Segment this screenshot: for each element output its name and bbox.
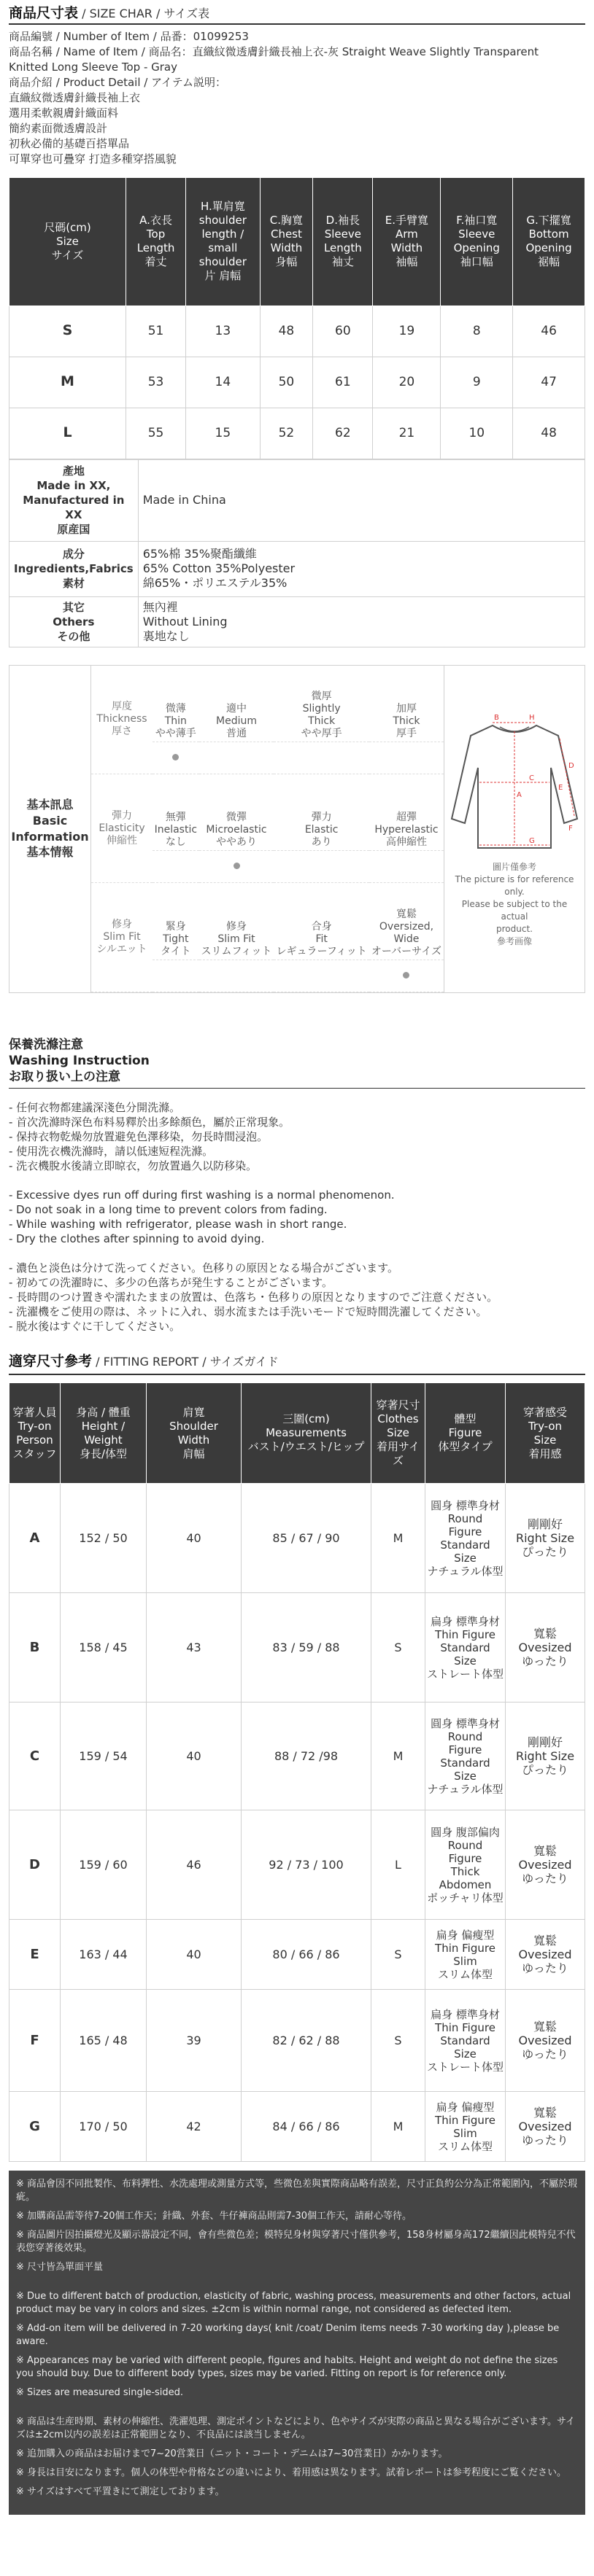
product-info-line: 簡約素面微透膚設計: [9, 121, 108, 135]
person-id: D: [9, 1810, 61, 1920]
attribute-label: 厚度 Thickness 厚さ: [91, 666, 153, 774]
washing-line: - 洗濯機をご使用の際は、ネットに入れ、弱水流または手洗いモードで短時間洗濯してください。: [9, 1304, 487, 1318]
fitting-cell: 43: [147, 1593, 242, 1703]
diagram-letter: G: [529, 837, 535, 846]
selected-dot-icon: [403, 972, 409, 978]
washing-title-jp: お取り扱い上の注意: [9, 1069, 120, 1084]
size-value: 19: [373, 306, 441, 357]
fitting-cell: L: [371, 1810, 425, 1920]
washing-line: - 脱水後はすぐに干してください。: [9, 1319, 181, 1333]
person-id: E: [9, 1920, 61, 1990]
person-id: C: [9, 1703, 61, 1810]
size-value: 46: [513, 306, 585, 357]
diagram-letter: B: [494, 714, 499, 723]
attribute-marker: [369, 742, 444, 774]
product-meta-table: [9, 459, 585, 647]
washing-line: - While washing with refrigerator, please wash in short range.: [9, 1217, 347, 1231]
person-id: B: [9, 1593, 61, 1703]
size-label: L: [9, 408, 126, 459]
washing-title-zh: 保養洗滌注意: [9, 1037, 83, 1052]
attribute-label: 修身 Slim Fit シルエット: [91, 883, 153, 992]
product-info: [0, 29, 594, 167]
fitting-cell: 40: [147, 1920, 242, 1990]
attribute-option: 緊身 Tight タイト: [153, 883, 199, 960]
attribute-marker: [153, 742, 199, 774]
fitting-cell: 163 / 44: [61, 1920, 147, 1990]
attribute-option: 超彈 Hyperelastic 高伸縮性: [369, 774, 444, 851]
meta-label: 產地 Made in XX, Manufactured in XX 原産国: [9, 459, 139, 541]
size-value: 51: [126, 306, 186, 357]
person-id: A: [9, 1484, 61, 1593]
fitting-cell: M: [371, 2092, 425, 2162]
fitting-title: 適穿尺寸參考: [9, 1353, 93, 1369]
fitting-cell: 扁身 標準身材 Thin Figure Standard Size ストレート体型: [425, 1593, 506, 1703]
attribute-marker: [153, 851, 199, 883]
divider: [9, 1088, 585, 1089]
washing-line: - Excessive dyes run off during first washing is a normal phenomenon.: [9, 1188, 395, 1202]
washing-line: - 保持衣物乾燥勿放置避免色澤移染，勿長時間浸泡。: [9, 1129, 269, 1143]
attribute-option: 彈力 Elastic あり: [274, 774, 369, 851]
attribute-option: 微薄 Thin やや薄手: [153, 666, 199, 742]
attribute-row: [91, 774, 444, 851]
diagram-letter: C: [529, 774, 534, 783]
diagram-letter: E: [558, 784, 563, 793]
person-id: G: [9, 2092, 61, 2162]
size-header-cell: E.手臂寬 Arm Width 袖幅: [373, 177, 441, 306]
size-value: 14: [186, 357, 260, 408]
fitting-cell: 88 / 72 /98: [242, 1703, 371, 1810]
product-info-line: Knitted Long Sleeve Top - Gray: [9, 60, 177, 74]
spacer: [9, 1173, 585, 1188]
size-value: 53: [126, 357, 186, 408]
washing-line: - 首次洗滌時深色布料易釋於出多餘顏色，屬於正常現象。: [9, 1115, 290, 1129]
attribute-row: [91, 883, 444, 960]
fitting-cell: 82 / 62 / 88: [242, 1990, 371, 2092]
size-value: 48: [260, 306, 313, 357]
fitting-cell: 寬鬆 Ovesized ゆったり: [506, 1920, 585, 1990]
fitting-cell: 寬鬆 Ovesized ゆったり: [506, 2092, 585, 2162]
divider: [9, 23, 585, 25]
diagram-letter: F: [568, 825, 573, 833]
fitting-cell: 46: [147, 1810, 242, 1920]
size-header-cell: H.單肩寬 shoulder length / small shoulder 片 肩幅: [186, 177, 260, 306]
meta-row-origin: [9, 459, 585, 541]
washing-line: - Do not soak in a long time to prevent colors from fading.: [9, 1202, 328, 1216]
fitting-row: [9, 1810, 585, 1920]
attribute-marker: [369, 851, 444, 883]
fitting-cell: 剛剛好 Right Size ぴったり: [506, 1484, 585, 1593]
fitting-cell: 92 / 73 / 100: [242, 1810, 371, 1920]
fitting-cell: 圓身 標準身材 Round Figure Standard Size ナチュラル体型: [425, 1484, 506, 1593]
sweater-diagram-icon: [449, 709, 580, 855]
note-line: ※ 身長は目安になります。個人の体型や骨格などの違いにより、着用感は異なります。試着レポートは参考程度にご覧ください。: [16, 2467, 566, 2479]
attribute-row: [91, 666, 444, 742]
product-info-line: 初秋必備的基礎百搭單品: [9, 136, 130, 150]
washing-instruction: [9, 1037, 585, 1334]
spacer: [9, 1246, 585, 1261]
fitting-cell: S: [371, 1593, 425, 1703]
fitting-cell: 扁身 標準身材 Thin Figure Standard Size ストレート体型: [425, 1990, 506, 2092]
fitting-cell: S: [371, 1920, 425, 1990]
attribute-marker: [274, 742, 369, 774]
fitting-row: [9, 1593, 585, 1703]
fitting-table-header: [9, 1383, 585, 1484]
size-value: 48: [513, 408, 585, 459]
basic-info-label: 基本訊息 Basic Information 基本情報: [9, 666, 91, 992]
attribute-option: 合身 Fit レギュラーフィット: [274, 883, 369, 960]
fitting-cell: 剛剛好 Right Size ぴったり: [506, 1703, 585, 1810]
washing-line: - 使用洗衣機洗滌時，請以低速短程洗滌。: [9, 1144, 214, 1158]
size-header-cell: G.下擺寬 Bottom Opening 裾幅: [513, 177, 585, 306]
product-info-line: 商品介紹 / Product Detail / アイテム説明：: [9, 75, 226, 89]
fit-header-cell: 穿著感受 Try-on Size 着用感: [506, 1383, 585, 1484]
size-value: 21: [373, 408, 441, 459]
fitting-cell: 扁身 偏瘦型 Thin Figure Slim スリム体型: [425, 1920, 506, 1990]
washing-line: - 洗衣機脫水後請立即晾衣，勿放置過久以防移染。: [9, 1159, 258, 1172]
size-label: S: [9, 306, 126, 357]
attribute-option: 適中 Medium 普通: [199, 666, 274, 742]
size-value: 10: [441, 408, 513, 459]
washing-line: - 濃色と淡色は分けて洗ってください。色移りの原因となる場合がございます。: [9, 1261, 398, 1275]
size-label: M: [9, 357, 126, 408]
attribute-option: 微彈 Microelastic ややあり: [199, 774, 274, 851]
size-header-cell: 尺碼(cm) Size サイズ: [9, 177, 126, 306]
size-value: 55: [126, 408, 186, 459]
spacer: [16, 2280, 578, 2290]
page-title: 商品尺寸表: [9, 5, 79, 21]
notes-panel: [9, 2171, 585, 2515]
size-row: [9, 357, 585, 408]
fitting-cell: 159 / 60: [61, 1810, 147, 1920]
meta-row-fabric: [9, 541, 585, 596]
spacer: [16, 2405, 578, 2416]
size-value: 20: [373, 357, 441, 408]
note-line: ※ 追加購入の商品はお届けまで7~20営業日（ニット・コート・デニムは7~30営業日）かかります。: [16, 2448, 448, 2460]
fitting-cell: 寬鬆 Ovesized ゆったり: [506, 1990, 585, 2092]
washing-line: - 長時間のつけ置きや濡れたままの放置は、色落ち・色移りの原因となりますのでご注意ください。: [9, 1290, 498, 1304]
fitting-cell: 158 / 45: [61, 1593, 147, 1703]
diagram-letter: H: [529, 714, 535, 723]
washing-line: - Dry the clothes after spinning to avoid dying.: [9, 1231, 265, 1245]
fitting-row: [9, 1920, 585, 1990]
size-table: [9, 177, 585, 459]
fitting-cell: 152 / 50: [61, 1484, 147, 1593]
fitting-cell: 42: [147, 2092, 242, 2162]
fitting-cell: 159 / 54: [61, 1703, 147, 1810]
basic-information: [9, 665, 585, 993]
meta-value: 65%棉 35%聚酯纖維 65% Cotton 35%Polyester 綿65%・ポリエステル35%: [138, 541, 585, 596]
fit-header-cell: 穿著人員 Try-on Person スタッフ: [9, 1383, 61, 1484]
fitting-cell: M: [371, 1703, 425, 1810]
fitting-cell: S: [371, 1990, 425, 2092]
attribute-option: 無彈 Inelastic なし: [153, 774, 199, 851]
page-subtitle: / SIZE CHAR / サイズ表: [78, 7, 210, 20]
size-value: 60: [313, 306, 373, 357]
size-value: 9: [441, 357, 513, 408]
product-info-line: 商品編號 / Number of Item / 品番：01099253: [9, 29, 249, 43]
size-value: 47: [513, 357, 585, 408]
fitting-cell: 寬鬆 Ovesized ゆったり: [506, 1810, 585, 1920]
garment-diagram: [444, 666, 585, 992]
size-header-cell: A.衣長 Top Length 着丈: [126, 177, 186, 306]
size-value: 50: [260, 357, 313, 408]
fitting-cell: 39: [147, 1990, 242, 2092]
divider: [9, 1374, 585, 1375]
diagram-letter: A: [517, 791, 522, 800]
fitting-cell: 扁身 偏瘦型 Thin Figure Slim スリム体型: [425, 2092, 506, 2162]
fit-header-cell: 肩寬 Shoulder Width 肩幅: [147, 1383, 242, 1484]
size-row: [9, 408, 585, 459]
size-row: [9, 306, 585, 357]
fitting-cell: 寬鬆 Ovesized ゆったり: [506, 1593, 585, 1703]
size-value: 62: [313, 408, 373, 459]
fitting-cell: M: [371, 1484, 425, 1593]
attribute-option: 寬鬆 Oversized, Wide オーバーサイズ: [369, 883, 444, 960]
selected-dot-icon: [234, 863, 240, 869]
attribute-marker: [199, 960, 274, 992]
fitting-cell: 165 / 48: [61, 1990, 147, 2092]
product-info-line: 可單穿也可疊穿 打造多種穿搭風貌: [9, 152, 177, 166]
size-value: 13: [186, 306, 260, 357]
note-line: ※ 商品圖片因拍攝燈光及顯示器設定不同，會有些微色差；模特兒身材與穿著尺寸僅供參考，158身材屬身高172繼續因此模特兒不代表您穿著後效果。: [16, 2230, 576, 2254]
washing-line: - 初めての洗濯時に、多少の色落ちが発生することがございます。: [9, 1275, 333, 1289]
note-line: ※ 商品は生産時期、素材の伸縮性、洗濯処理、測定ポイントなどにより、色やサイズが実際の商品と異なる場合がございます。サイズは±2cm以内の誤差は正常範囲となり、不良品には該当しません。: [16, 2416, 576, 2441]
fitting-cell: 圓身 腹部偏肉 Round Figure Thick Abdomen ポッチャリ体型: [425, 1810, 506, 1920]
size-chart-title: [0, 0, 594, 23]
product-info-line: 商品名稱 / Name of Item / 商品名：直織紋微透膚針織長袖上衣-灰 Straight Weave Slightly Transparent: [9, 44, 539, 58]
fitting-table: [9, 1382, 585, 2162]
attribute-option: 修身 Slim Fit スリムフィット: [199, 883, 274, 960]
size-value: 52: [260, 408, 313, 459]
size-value: 8: [441, 306, 513, 357]
note-line: ※ 商品會因不同批製作、布料彈性、水洗處理或測量方式等，些微色差與實際商品略有誤差，尺寸正負約公分為正常範圍內，不屬於瑕疵。: [16, 2179, 578, 2203]
attribute-label: 彈力 Elasticity 伸縮性: [91, 774, 153, 883]
diagram-letter: D: [568, 762, 574, 771]
attribute-option: 加厚 Thick 厚手: [369, 666, 444, 742]
picture-reference-note: 圖片僅參考 The picture is for reference only. Please be subject to the actual product. 參考画像: [455, 862, 574, 947]
size-table-header: [9, 177, 585, 306]
fitting-cell: 80 / 66 / 86: [242, 1920, 371, 1990]
fit-header-cell: 穿著尺寸 Clothes Size 着用サイズ: [371, 1383, 425, 1484]
size-header-cell: F.袖口寬 Sleeve Opening 袖口幅: [441, 177, 513, 306]
fit-header-cell: 體型 Figure 体型タイプ: [425, 1383, 506, 1484]
note-line: ※ Due to different batch of production, elasticity of fabric, washing process, measurements and other factors, actual product may be vary in colors and sizes. ±2cm is within normal range, not considered as defected item.: [16, 2291, 571, 2316]
attribute-marker: [274, 960, 369, 992]
fitting-cell: 85 / 67 / 90: [242, 1484, 371, 1593]
note-line: ※ Add-on item will be delivered in 7-20 working days( knit /coat/ Denim items needs 7-30 working day ),please be aware.: [16, 2323, 560, 2348]
size-value: 61: [313, 357, 373, 408]
meta-value: Made in China: [138, 459, 585, 541]
fitting-cell: 40: [147, 1484, 242, 1593]
fitting-row: [9, 1484, 585, 1593]
note-line: ※ 加購商品需等待7-20個工作天；針織、外套、牛仔褲商品則需7-30個工作天，請耐心等待。: [16, 2211, 412, 2222]
fitting-cell: 圓身 標準身材 Round Figure Standard Size ナチュラル体型: [425, 1703, 506, 1810]
attribute-marker: [369, 960, 444, 992]
meta-label: 其它 Others その他: [9, 596, 139, 647]
note-line: ※ 尺寸皆為單面平量: [16, 2262, 104, 2273]
fitting-row: [9, 2092, 585, 2162]
attribute-option: 微厚 Slightly Thick やや厚手: [274, 666, 369, 742]
selected-dot-icon: [172, 754, 179, 760]
attribute-grid: [91, 666, 444, 992]
fit-header-cell: 身高 / 體重 Height / Weight 身長/体型: [61, 1383, 147, 1484]
person-id: F: [9, 1990, 61, 2092]
fitting-cell: 84 / 66 / 86: [242, 2092, 371, 2162]
meta-label: 成分 Ingredients,Fabrics 素材: [9, 541, 139, 596]
size-header-cell: D.袖長 Sleeve Length 袖丈: [313, 177, 373, 306]
washing-title-en: Washing Instruction: [9, 1053, 150, 1068]
attribute-marker: [199, 851, 274, 883]
washing-line: - 任何衣物都建議深淺色分開洗滌。: [9, 1100, 181, 1114]
product-info-line: 選用柔軟親膚針織面料: [9, 106, 119, 120]
product-info-line: 直織紋微透膚針織長袖上衣: [9, 90, 141, 104]
meta-value: 無內裡 Without Lining 裏地なし: [138, 596, 585, 647]
fitting-subtitle: / FITTING REPORT / サイズガイド: [92, 1354, 279, 1369]
size-value: 15: [186, 408, 260, 459]
size-header-cell: C.胸寬 Chest Width 身幅: [260, 177, 313, 306]
fit-header-cell: 三圍(cm) Measurements バスト/ウエスト/ヒップ: [242, 1383, 371, 1484]
note-line: ※ Appearances may be varied with different people, figures and habits. Height and weight do not define the sizes you should buy. Due to different body types, sizes may be varied. Fitting on report is for reference only.: [16, 2355, 558, 2380]
fitting-row: [9, 1990, 585, 2092]
fitting-cell: 40: [147, 1703, 242, 1810]
fitting-cell: 83 / 59 / 88: [242, 1593, 371, 1703]
attribute-marker: [199, 742, 274, 774]
attribute-marker: [274, 851, 369, 883]
meta-row-others: [9, 596, 585, 647]
note-line: ※ サイズはすべて平置きにて測定しております。: [16, 2486, 225, 2498]
fitting-cell: 170 / 50: [61, 2092, 147, 2162]
fitting-row: [9, 1703, 585, 1810]
fitting-report-title: [9, 1353, 585, 1371]
note-line: ※ Sizes are measured single-sided.: [16, 2387, 184, 2399]
attribute-marker: [153, 960, 199, 992]
